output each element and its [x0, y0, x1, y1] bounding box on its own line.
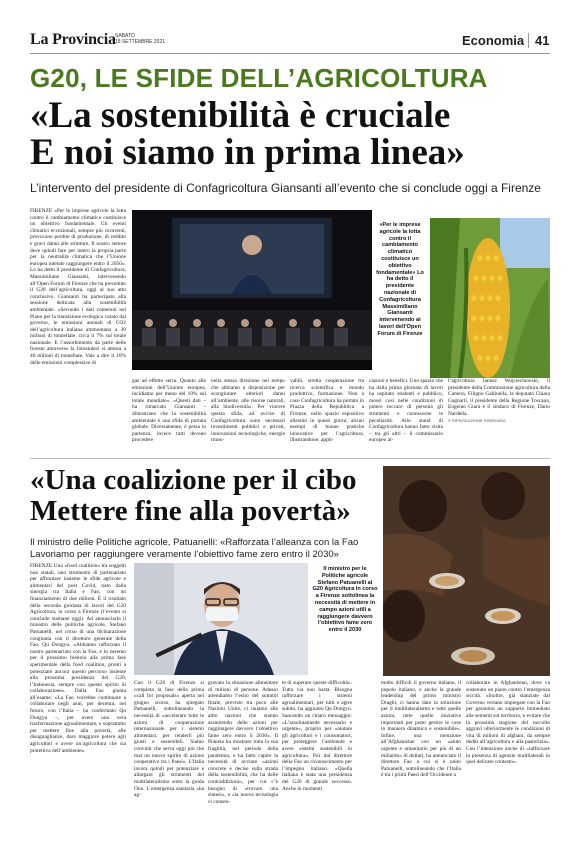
- article1-column-2: gas ad effetto serra. Quanto alle emissioni dell’Unione europea, incidiamo per meno del 10% sul totale mondiale». «Questi dati – ha rimarcato Giansanti – dimostrano che la sostenibilità ambientale è una sfida di portata globale. Diversamente, è persa in partenza, invece tutti devono procedere: [132, 378, 206, 444]
- issue-day: SABATO: [115, 33, 135, 39]
- conference-photo: [132, 210, 372, 370]
- issue-date: [115, 33, 165, 45]
- article2-column-6: collaborare in Afghanistan, dove va sostenuto un piano contro l’emergenza siccità. «Inoltre, già stanziate dal Governo vertano impiegate con la Fao per garantire un supporto immediato alle sementi sul territorio, e evitare che la prossima stagione del raccolto aggravi ulteriormente le condizioni di vita di milioni di afghani, da sempre dediti all’agricoltura e alla pastorizia». Con l’intenzione anche di «rafforzare la presenza di agenzie multilaterali in quel delicato contesto».: [466, 680, 550, 766]
- article2-headline: [30, 465, 390, 527]
- article1-column-4: vabili, stretta cooperazione tra ricerca scientifica e mondo produttivo, formazione. Non a caso Confagricoltura ha portato in Piazza della Repubblica a Firenze, nello spazio espositivo allestito in questi giorni, alcuni esempi di buone pratiche innovative per l’agricoltura, illustrandone: appli-: [290, 378, 364, 444]
- article2-column-2: Con il G20 di Firenze si completa la fase della prima «call for proposals» aperta nel giugno scorso, ha spiegato Patuanelli, sottolineando la necessità di «accelerare tutte le azioni di cooperazione internazionale per i sistemi alimentari, per renderli più giusti e sostenibili. Siamo convinti che serva oggi più che mai un nuovo spirito di azione cooperativo tra i Paesi». L’Italia lavora quindi per potenziare e allargare gli strumenti del multilateralismo sotto la guida Onu. L’emergenza sanitaria «ha ag-: [134, 680, 204, 799]
- article1-deck: L’intervento del presidente di Confagricoltura Giansanti all’evento che si conclude oggi a Firenze: [30, 181, 541, 195]
- article1-column-3: nella stessa direzione nel tempo che abbiamo a disposizione per scongiurare ulteriori danni all’ambiente, alle risorse naturali, alla biodiversità». Per vincere questa sfida, ad avviso di Confagricoltura sono necessari investimenti pubblici e privati, innovazioni tecnologiche, energie rinno-: [211, 378, 285, 444]
- article1-photo-caption: «Per le imprese agricole la lotta contro il cambiamento climatico costituisce un obiettivo fondamentale» Lo ha detto il presidente nazionale di Confagricoltura Massimiliano Giansanti intervenendo ai lavori dell’Open Forum di Firenze: [376, 222, 424, 337]
- article2-column-5: molto difficili il governo italiano, il popolo italiano, e anche la grande leadership del primo ministro Draghi, ci hanno dato la soluzione per il multilateralismo e tutte quelle azioni, tutte quelle iniziative importanti per poter gestire le cose in maniera dinamica e sostenibile». Infine, una menzione all’Afghanistan con un «aiuto urgente e umanitario per più di un miliardo» di dollari, ha annunciato il direttore Fao a cui si è unito Patuanelli, sottolineando che l’Italia è tra i primi Paesi dell’Occidente a: [381, 680, 461, 779]
- corn-photo: [430, 218, 550, 378]
- article1-column-6-text: l’agricoltura Janusz Wojciechowski, il presidente della Commissione agricoltura della Camera, Filippo Gallinella, la deputata Chiara Gagnarli, il presidente della Regione Toscana, Eugenio Giani e il sindaco di Firenze, Dario Nardella.: [448, 378, 550, 417]
- newspaper-logo: La Provincia: [30, 31, 116, 48]
- article1-headline-line1: «La sostenibilità è cruciale: [30, 95, 451, 136]
- article2-photo-caption: Il ministro per le Politiche agricole Stefano Patuanelli al G20 Agricoltura in corso a Firenze sottolinea la necessità di mettere in campo azioni utili a raggiungere davvero l’obiettivo fame zero entro il 2030: [312, 566, 378, 634]
- article2-headline-line1: «Una coalizione per il cibo: [30, 464, 357, 496]
- article2-headline-line2: Mettere fine alla povertà»: [30, 495, 351, 527]
- copyright-note: © RIPRODUZIONE RISERVATA: [448, 417, 506, 423]
- children-eating-photo: [383, 466, 550, 676]
- corn-image: [430, 218, 550, 378]
- minister-photo: [134, 563, 308, 675]
- article1-column-5: cazioni e benefici. Uno spazio che ha dalla prima giornata di lavori ha ospitato studenti e pubblico, mossi così nelle condizioni di potere toccare di persona gli strumenti e conoscerne le peculiarità. Allo stand di Confagricoltura hanno fatto visita – tra gli altri – il commissario europeo al-: [369, 378, 443, 444]
- children-eating-image: [383, 466, 550, 676]
- article1-headline-line2: E noi siamo in prima linea»: [30, 132, 465, 173]
- issue-full-date: 18 SETTEMBRE 2021: [115, 39, 166, 45]
- article2-column-1: FIRENZE Una «food coalition» tra soggetti non statali, uno strumento di partenariato per affrontare insieme le sfide agricole e alimentari del post Covid, nato dalla sinergia tra Italia e Fao, con un finanziamento di due milioni. È il risultato della seconda giornata di lavori del G20 Agricoltura, in corso a Firenze (l’evento si conclude stamane oggi). Ad annunciarlo il ministro delle politiche agricole, Stefano Patuanelli, nel corso di una dichiarazione congiunta con il direttore generale della Fao, Qu Dongyu. «Abbiamo rafforzato il nostro partenariato con la Fao, e lo neremo per il prossimo biennio alla prima fase sperimentale della food coalition, pronti a potenziare ancora questo percorso insieme alla prossima presidenza del G20, l’Indonesia, sempre con questo spirito di collaborazione». Dalla Fao giunta all’esame: «La Fao vorrebbe continuare a collaborare negli anni, per decenni, nel futuro, con l’Italia – ha confermato Qu Dongyu –, per avere una vera trasformazione agroalimentare, e soprattutto per mettere fine alla povertà, alle disuguaglianze, dare maggiore potere agli agricoltori e avere un’agricoltura che sia protettiva dell’ambiente».: [30, 563, 126, 754]
- conference-stage-image: [132, 210, 372, 370]
- article2-deck: Il ministro delle Politiche agricole, Patuanelli: «Rafforzata l’alleanza con la Fao Lavoriamo per raggiungere veramente l’obiettivo fame zero entro il 2030»: [30, 537, 359, 560]
- article2-column-4: te di superare queste difficoltà». Tutta via non basta. Bisogna rafforzare i sistemi agroalimentari, per tutti e agire subito, ha aggiunto Qu Dongyu. Sancendo un chiaro messaggio: «L’assolutamente necessario e urgente», proprio per «aiutare gli agricoltori e i consumatori, per proteggere l’ambiente e avere sistemi sostenibili in agricoltura». Poi dal direttore della Fao un riconoscimento per l’impegno italiano. «Quella italiana è stata una presidenza del G20 di grande successo. Anche in momenti: [282, 680, 352, 792]
- article-divider: [30, 458, 550, 459]
- minister-image: [134, 563, 308, 675]
- masthead-divider: [30, 53, 550, 54]
- article2-column-3: gravato la situazione alimentare di milioni di persone. Adesso attendiamo l’esito del summit finale, previsto tra poco alle Nazioni Unite, ci uniamo alle altre nazioni che stanno assumendo delle azioni per raggiungere davvero l’obiettivo fame zero entro il 2030». Il Pianeta ha mostrato tutta la sua fragilità, nel periodo della pandemia, e ha fatto capire la necessità di avviare «azioni concrete e decise sulla strada della sostenibilità, che ha delle contraddizioni», per cui c’è bisogno di «trovare una sintesi», e «la nuova tecnologia ci consen-: [208, 680, 278, 805]
- article1-column-6: [448, 378, 550, 456]
- article1-kicker: G20, LE SFIDE DELL’AGRICOLTURA: [30, 63, 488, 93]
- article1-headline: [30, 97, 560, 171]
- page-number: 41: [528, 33, 549, 48]
- section-name: Economia: [462, 33, 525, 48]
- article1-column-1: FIRENZE «Per le imprese agricole la lotta contro il cambiamento climatico costituisce un obiettivo fondamentale. Gli eventi climatici eccezionali, sempre più ricorrenti, provocano perdite di produzione, di reddito e gravi danni alle strutture. Il nostro settore deve quindi fare per intero la propria parte per la neutralità climatica che l’Unione europea intende raggiungere entro il 2050». Lo ha detto il presidente di Confagricoltura, Massimiliano Giansanti, intervenendo all’Open Forum di Firenze che ha preceduto il G20 dell’agricoltura, oggi al suo atto conclusivo. Giansanti ha partecipato alla sessione dedicata alla sostenibilità ambientale. «Secondo i dati contenuti nel Piano per la transizione ecologica varato dal governo, le emissioni annuali di CO2 dell’agricoltura italiana ammontano a 30 milioni di tonnellate, circa il 7% sul totale nazionale. E l’assorbimento da parte delle foreste attraverso la fotosintesi si attesta a 40 milioni di tonnellate. Vale a dire il 10% delle emissioni complessive di: [30, 208, 126, 366]
